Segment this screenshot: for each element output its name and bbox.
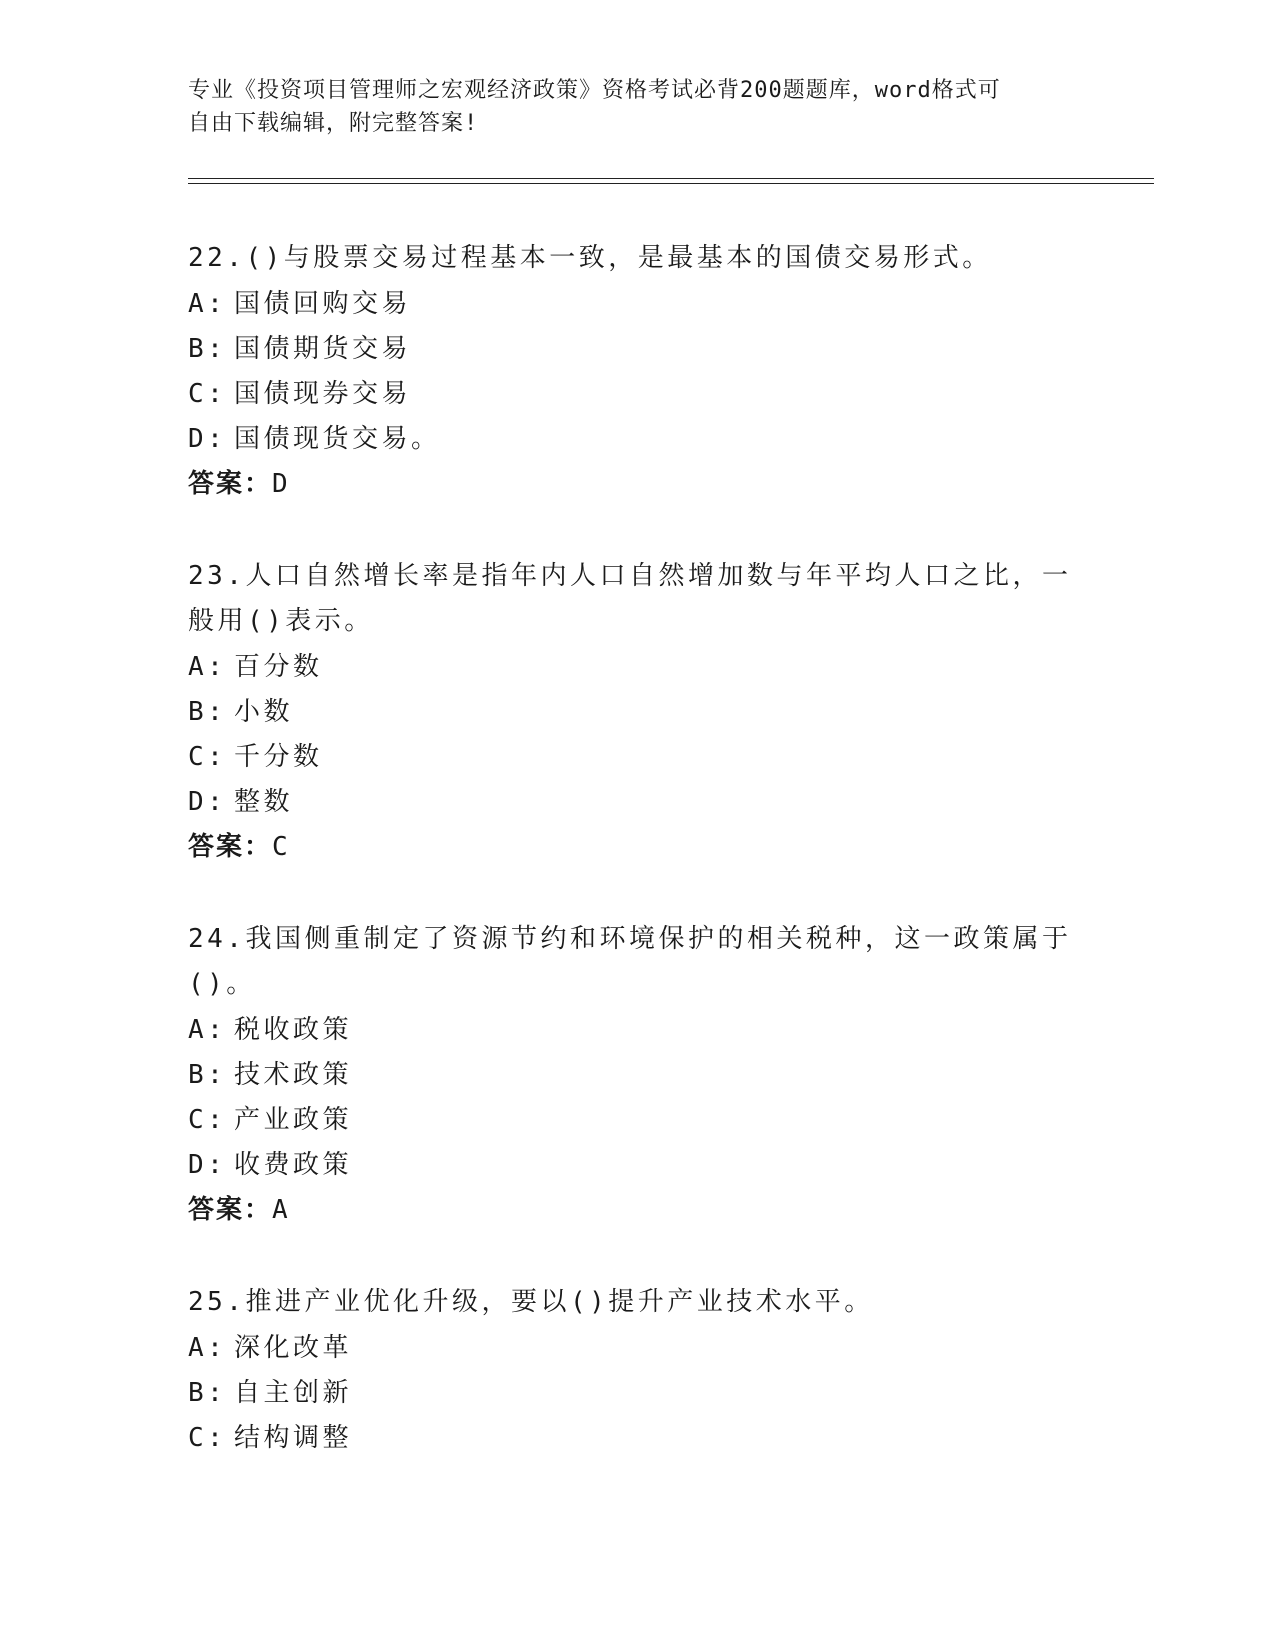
question-stem: 23.人口自然增长率是指年内人口自然增加数与年平均人口之比，一般用()表示。 — [188, 561, 1072, 636]
option-b — [188, 1371, 1088, 1416]
header-line-2: 自由下载编辑，附完整答案! — [188, 111, 479, 136]
option-letter: C: — [188, 379, 227, 409]
question-stem: 22.()与股票交易过程基本一致，是最基本的国债交易形式。 — [188, 243, 992, 273]
answer-line — [188, 1188, 1088, 1233]
option-letter: A: — [188, 652, 227, 682]
option-c — [188, 1416, 1088, 1461]
question-25 — [188, 1280, 1088, 1461]
option-letter: A: — [188, 1015, 227, 1045]
option-text: 国债回购交易 — [234, 289, 412, 319]
option-text: 百分数 — [234, 652, 323, 682]
question-24 — [188, 917, 1088, 1233]
question-22 — [188, 236, 1088, 507]
question-23 — [188, 554, 1088, 870]
answer-line — [188, 462, 1088, 507]
option-text: 收费政策 — [234, 1150, 353, 1180]
answer-label: 答案： — [188, 832, 273, 862]
option-b — [188, 690, 1088, 735]
option-text: 深化改革 — [234, 1333, 353, 1363]
option-text: 千分数 — [234, 742, 323, 772]
option-text: 整数 — [234, 787, 294, 817]
option-letter: B: — [188, 1060, 227, 1090]
header-line-1: 专业《投资项目管理师之宏观经济政策》资格考试必背200题题库，word格式可 — [188, 78, 1001, 103]
option-c — [188, 735, 1088, 780]
option-letter: D: — [188, 424, 227, 454]
answer-label: 答案： — [188, 469, 273, 499]
option-c — [188, 1098, 1088, 1143]
option-a — [188, 645, 1088, 690]
option-text: 税收政策 — [234, 1015, 353, 1045]
option-text: 结构调整 — [234, 1423, 353, 1453]
option-letter: A: — [188, 289, 227, 319]
option-text: 自主创新 — [234, 1378, 353, 1408]
option-a — [188, 1326, 1088, 1371]
document-header — [188, 74, 1088, 140]
question-list — [188, 236, 1088, 1508]
option-letter: D: — [188, 1150, 227, 1180]
option-d — [188, 417, 1088, 462]
option-letter: C: — [188, 1423, 227, 1453]
option-a — [188, 282, 1088, 327]
answer-value: A — [272, 1195, 289, 1225]
answer-line — [188, 825, 1088, 870]
option-letter: B: — [188, 1378, 227, 1408]
header-double-rule — [188, 178, 1154, 184]
option-letter: A: — [188, 1333, 227, 1363]
option-c — [188, 372, 1088, 417]
option-letter: B: — [188, 697, 227, 727]
question-stem: 25.推进产业优化升级，要以()提升产业技术水平。 — [188, 1287, 874, 1317]
option-text: 国债现货交易。 — [234, 424, 441, 454]
question-stem: 24.我国侧重制定了资源节约和环境保护的相关税种，这一政策属于()。 — [188, 924, 1072, 999]
option-text: 国债期货交易 — [234, 334, 412, 364]
option-letter: C: — [188, 742, 227, 772]
answer-value: D — [272, 469, 289, 499]
option-text: 技术政策 — [234, 1060, 353, 1090]
option-letter: C: — [188, 1105, 227, 1135]
answer-label: 答案： — [188, 1195, 273, 1225]
option-d — [188, 1143, 1088, 1188]
option-b — [188, 1053, 1088, 1098]
option-text: 国债现券交易 — [234, 379, 412, 409]
answer-value: C — [272, 832, 289, 862]
option-a — [188, 1008, 1088, 1053]
option-d — [188, 780, 1088, 825]
option-text: 产业政策 — [234, 1105, 353, 1135]
option-letter: B: — [188, 334, 227, 364]
option-text: 小数 — [234, 697, 294, 727]
option-letter: D: — [188, 787, 227, 817]
option-b — [188, 327, 1088, 372]
